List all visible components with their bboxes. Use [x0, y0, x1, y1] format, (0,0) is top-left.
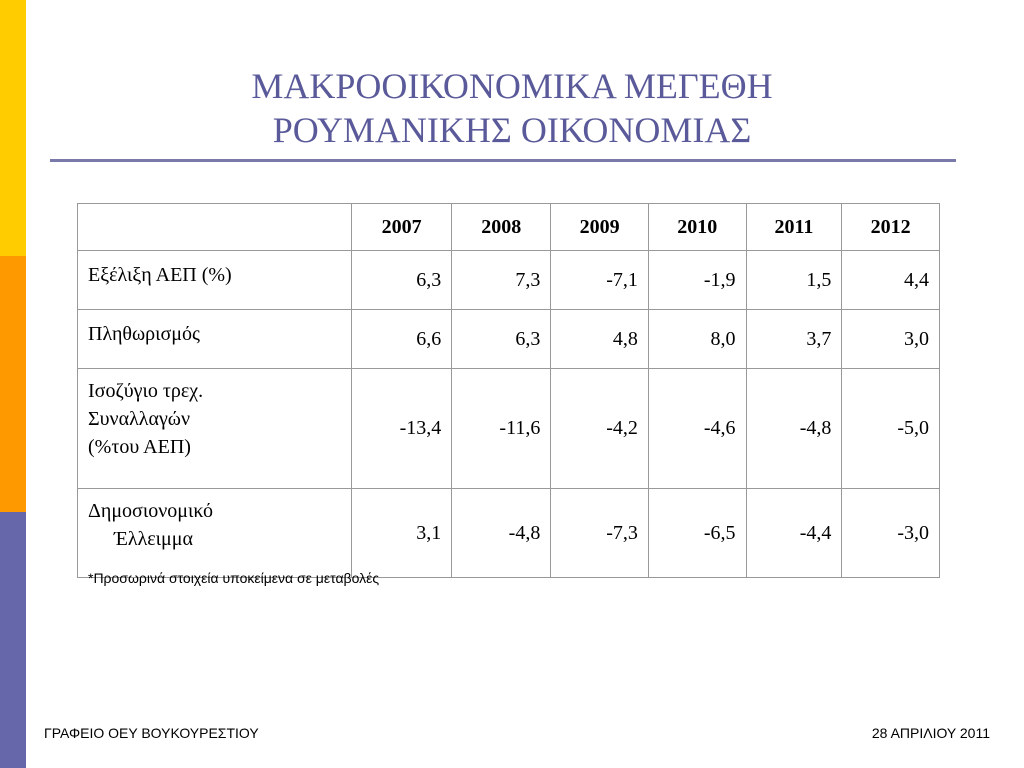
- year-header: 2008: [452, 204, 551, 251]
- accent-bar-purple: [0, 512, 26, 768]
- table-cell: 4,8: [551, 310, 649, 369]
- table-row-inflation: [78, 310, 940, 369]
- accent-bar-yellow: [0, 0, 26, 256]
- year-header: 2009: [551, 204, 649, 251]
- row-label: [78, 310, 352, 369]
- table-cell: 6,3: [452, 310, 551, 369]
- table-cell: -4,2: [551, 369, 649, 489]
- table-cell: -4,8: [452, 489, 551, 578]
- row-label-line: (%του ΑΕΠ): [88, 436, 191, 458]
- table-cell: 8,0: [648, 310, 746, 369]
- table-cell: 6,6: [352, 310, 452, 369]
- accent-bar-orange: [0, 256, 26, 512]
- table-cell: 3,0: [842, 310, 940, 369]
- table-cell: 3,1: [352, 489, 452, 578]
- row-label-line: Έλλειμμα: [114, 528, 193, 550]
- table-cell: -13,4: [352, 369, 452, 489]
- table-row-gdp-growth: [78, 251, 940, 310]
- row-label-line: Πληθωρισμός: [88, 323, 200, 345]
- year-header: 2010: [648, 204, 746, 251]
- table-cell: -4,8: [746, 369, 842, 489]
- table-cell: 4,4: [842, 251, 940, 310]
- table-cell: 7,3: [452, 251, 551, 310]
- row-label-line: Ισοζύγιο τρεχ.: [88, 380, 204, 402]
- row-label: [78, 489, 352, 578]
- table-cell: -1,9: [648, 251, 746, 310]
- table-cell: -4,6: [648, 369, 746, 489]
- slide-title: [160, 64, 864, 152]
- table-cell: 3,7: [746, 310, 842, 369]
- macro-indicators-table: [77, 203, 940, 578]
- title-divider: [50, 159, 956, 162]
- year-header: 2012: [842, 204, 940, 251]
- footer-office: ΓΡΑΦΕΙΟ ΟΕΥ ΒΟΥΚΟΥΡΕΣΤΙΟΥ: [44, 725, 259, 741]
- footnote: *Προσωρινά στοιχεία υποκείμενα σε μεταβολές: [88, 570, 380, 586]
- title-line-2: ΡΟΥΜΑΝΙΚΗΣ ΟΙΚΟΝΟΜΙΑΣ: [272, 110, 752, 150]
- table-cell: -5,0: [842, 369, 940, 489]
- row-label-line: Εξέλιξη ΑΕΠ (%): [88, 264, 232, 286]
- footer-date: 28 ΑΠΡΙΛΙΟΥ 2011: [871, 725, 990, 741]
- table-cell: -7,1: [551, 251, 649, 310]
- year-header: 2007: [352, 204, 452, 251]
- table-cell: -11,6: [452, 369, 551, 489]
- title-line-1: ΜΑΚΡΟΟΙΚΟΝΟΜΙΚΑ ΜΕΓΕΘΗ: [251, 66, 773, 106]
- table-cell: -4,4: [746, 489, 842, 578]
- table-cell: 6,3: [352, 251, 452, 310]
- row-label: [78, 369, 352, 489]
- row-label-line: Συναλλαγών: [88, 408, 190, 430]
- year-header: 2011: [746, 204, 842, 251]
- table-header-row: [78, 204, 940, 251]
- row-label-line: Δημοσιονομικό: [88, 500, 213, 522]
- table-cell: 1,5: [746, 251, 842, 310]
- table-row-fiscal-deficit: [78, 489, 940, 578]
- row-label: [78, 251, 352, 310]
- table-cell: -7,3: [551, 489, 649, 578]
- table-row-current-account: [78, 369, 940, 489]
- table-cell: -3,0: [842, 489, 940, 578]
- table-cell: -6,5: [648, 489, 746, 578]
- header-corner-cell: [78, 204, 352, 251]
